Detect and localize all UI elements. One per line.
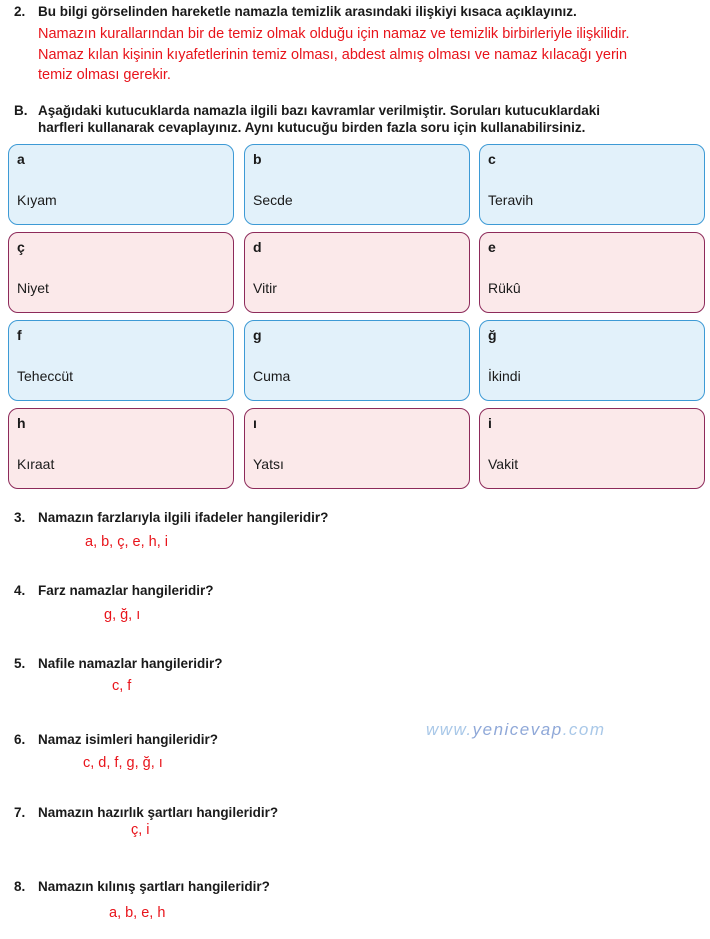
question-2-answer-line-3: temiz olması gerekir.: [38, 67, 171, 83]
question-2-text: Bu bilgi görselinden hareketle namazla temizlik arasındaki ilişkiyi kısaca açıklayınız.: [38, 4, 577, 19]
concept-box-h: [8, 408, 234, 489]
question-5-answer: c, f: [112, 678, 132, 694]
question-7-answer: ç, i: [131, 822, 150, 838]
concept-box-letter: ğ: [488, 327, 497, 343]
concept-box-b: [244, 144, 470, 225]
question-6-answer: c, d, f, g, ğ, ı: [83, 755, 163, 771]
question-5-text: Nafile namazlar hangileridir?: [38, 656, 223, 671]
question-3-text: Namazın farzlarıyla ilgili ifadeler hangileridir?: [38, 510, 329, 525]
question-2-answer-line-1: Namazın kurallarından bir de temiz olmak olduğu için namaz ve temizlik birbirleriyle ilişkilidir.: [38, 26, 630, 42]
question-4-answer: g, ğ, ı: [104, 607, 141, 623]
watermark: [426, 720, 606, 740]
question-8-answer: a, b, e, h: [109, 905, 166, 921]
concept-box-term: Kıyam: [17, 192, 57, 208]
watermark-brand: yenicevap: [472, 720, 563, 739]
watermark-prefix: www.: [426, 720, 473, 739]
question-4-text: Farz namazlar hangileridir?: [38, 583, 214, 598]
concept-box-c-cedilla: [8, 232, 234, 313]
concept-box-dotless-i: [244, 408, 470, 489]
concept-box-letter: g: [253, 327, 262, 343]
watermark-suffix: .com: [562, 720, 606, 739]
section-b-instruction-line-1: Aşağıdaki kutucuklarda namazla ilgili bazı kavramlar verilmiştir. Soruları kutucuklardaki: [38, 103, 600, 118]
concept-box-a: [8, 144, 234, 225]
concept-box-term: Vakit: [488, 456, 519, 472]
concept-box-term: Niyet: [17, 280, 49, 296]
question-3-number: 3.: [14, 510, 26, 525]
concept-box-letter: ç: [17, 239, 25, 255]
question-4-number: 4.: [14, 583, 26, 598]
concept-box-g: [244, 320, 470, 401]
section-b-label: B.: [14, 103, 28, 118]
concept-box-i: [479, 408, 705, 489]
concept-box-term: İkindi: [488, 368, 521, 384]
concept-box-term: Teravih: [488, 192, 534, 208]
section-b-instruction-line-2: harfleri kullanarak cevaplayınız. Aynı kutucuğu birden fazla soru için kullanabilirsiniz.: [38, 120, 586, 135]
question-8-text: Namazın kılınış şartları hangileridir?: [38, 879, 270, 894]
question-3-answer: a, b, ç, e, h, i: [85, 534, 169, 550]
concept-box-letter: d: [253, 239, 262, 255]
question-8-number: 8.: [14, 879, 26, 894]
concept-box-d: [244, 232, 470, 313]
question-7-number: 7.: [14, 805, 26, 820]
question-6-number: 6.: [14, 732, 26, 747]
concept-box-letter: ı: [253, 415, 257, 431]
concept-box-letter: e: [488, 239, 496, 255]
concept-box-c: [479, 144, 705, 225]
question-2-answer-line-2: Namaz kılan kişinin kıyafetlerinin temiz olması, abdest almış olması ve namaz kılacağı yerin: [38, 47, 628, 63]
concept-box-e: [479, 232, 705, 313]
concept-box-letter: h: [17, 415, 26, 431]
concept-box-g-breve: [479, 320, 705, 401]
concept-box-letter: b: [253, 151, 262, 167]
concept-box-letter: i: [488, 415, 492, 431]
concept-box-letter: c: [488, 151, 496, 167]
question-6-text: Namaz isimleri hangileridir?: [38, 732, 219, 747]
concept-box-term: Kıraat: [17, 456, 55, 472]
concept-box-term: Vitir: [253, 280, 277, 296]
concept-box-term: Yatsı: [253, 456, 284, 472]
question-2-number: 2.: [14, 4, 26, 19]
concept-box-term: Rükû: [488, 280, 521, 296]
concept-box-term: Cuma: [253, 368, 291, 384]
concept-box-term: Teheccüt: [17, 368, 74, 384]
concept-box-term: Secde: [253, 192, 293, 208]
concept-box-f: [8, 320, 234, 401]
concept-box-letter: f: [17, 327, 22, 343]
question-7-text: Namazın hazırlık şartları hangileridir?: [38, 805, 279, 820]
concept-box-letter: a: [17, 151, 25, 167]
question-5-number: 5.: [14, 656, 26, 671]
